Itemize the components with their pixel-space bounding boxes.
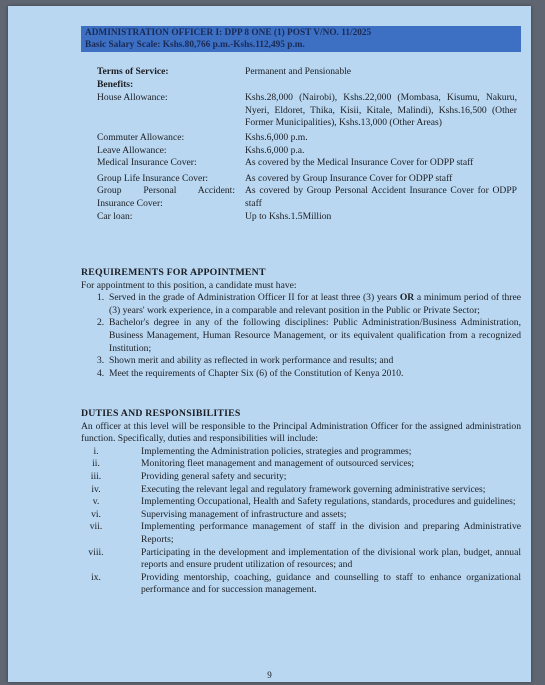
- terms-row: [97, 66, 517, 79]
- terms-key: Terms of Service:: [97, 66, 169, 77]
- terms-value: Kshs.6,000 p.a.: [245, 144, 305, 156]
- terms-key: Leave Allowance:: [97, 144, 167, 156]
- item-text: Supervising management of infrastructure and assets;: [141, 508, 347, 520]
- item-text: Shown merit and ability as reflected in work performance and results; and: [109, 355, 394, 367]
- terms-row: [97, 157, 517, 170]
- duties-heading: DUTIES AND RESPONSIBILITIES: [81, 408, 241, 419]
- benefits-row: [97, 79, 517, 92]
- item-number: 2.: [97, 317, 105, 329]
- item-text: Served in the grade of Administration Officer II for at least three (3) years OR a minimum period of three (3) years' work experience, in a comparable and relevant position in the Public or Private Sector;: [109, 292, 521, 316]
- item-number: 1.: [97, 292, 105, 304]
- terms-value: Kshs.6,000 p.m.: [245, 131, 308, 143]
- terms-row: [97, 132, 517, 145]
- list-item: [81, 446, 521, 459]
- document-page: [8, 6, 531, 682]
- item-text: Bachelor's degree in any of the following disciplines: Public Administration/Business Administration, Business Management, Human Resource Management, or its equivalent qualification from a recognized Institution;: [109, 317, 521, 354]
- item-text: Monitoring fleet management and management of outsourced services;: [141, 458, 415, 470]
- terms-value: As covered by the Medical Insurance Cover for ODPP staff: [245, 157, 474, 169]
- terms-value: Permanent and Pensionable: [245, 66, 352, 77]
- item-text: Meet the requirements of Chapter Six (6) of the Constitution of Kenya 2010.: [109, 367, 404, 379]
- item-number: iv.: [91, 483, 101, 495]
- item-text: Implementing the Administration policies, strategies and programmes;: [141, 445, 412, 457]
- terms-row: [97, 145, 517, 158]
- list-item: [81, 484, 521, 497]
- item-number: vi.: [91, 508, 101, 520]
- list-item: [81, 521, 521, 546]
- terms-key: Car loan:: [97, 210, 133, 222]
- salary-scale: Basic Salary Scale: Kshs.80,766 p.m.-Kshs.112,495 p.m.: [85, 40, 305, 50]
- item-text: Participating in the development and implementation of the divisional work plan, budget, annual reports and ensure prudent utilization of resources; and: [141, 546, 521, 571]
- item-text: Implementing Occupational, Health and Safety regulations, standards, procedures and guidelines;: [141, 496, 516, 508]
- list-item: [81, 509, 521, 522]
- terms-value: Kshs.28,000 (Nairobi), Kshs.22,000 (Mombasa, Kisumu, Nakuru, Nyeri, Eldoret, Thika, Kisii, Kitale, Malindi), Kshs.16,500 (Other Former Municipalities), Kshs.13,000 (Other Areas): [245, 92, 517, 129]
- item-text: Implementing performance management of staff in the division and preparing Administrative Reports;: [141, 521, 521, 545]
- item-number: ii.: [92, 458, 100, 470]
- item-number: vii.: [89, 521, 103, 533]
- terms-row: [97, 185, 517, 210]
- benefits-heading: Benefits:: [97, 78, 134, 90]
- terms-key: House Allowance:: [97, 92, 168, 104]
- list-item: [81, 368, 521, 381]
- terms-value: As covered by Group Personal Accident Insurance Cover for ODPP staff: [245, 185, 517, 209]
- list-item: [81, 292, 521, 317]
- list-item: [81, 458, 521, 471]
- item-text: Providing mentorship, coaching, guidance and counselling to staff to enhance organizational performance and for succession management.: [141, 571, 521, 596]
- terms-row: [97, 211, 517, 224]
- list-item: [81, 355, 521, 368]
- item-number: 3.: [97, 355, 105, 367]
- item-number: 4.: [97, 367, 105, 379]
- terms-key: Commuter Allowance:: [97, 131, 185, 143]
- list-item: [81, 572, 521, 597]
- item-number: ix.: [91, 571, 101, 583]
- duties-intro: An officer at this level will be responsible to the Principal Administration Officer for the assigned administration function. Specifically, duties and responsibilities will include:: [81, 420, 521, 445]
- terms-key: Group Life Insurance Cover:: [97, 172, 209, 184]
- duties-list: [81, 446, 521, 597]
- item-number: i.: [93, 445, 99, 457]
- requirements-heading: REQUIREMENTS FOR APPOINTMENT: [81, 267, 266, 278]
- list-item: [81, 471, 521, 484]
- terms-table: [97, 66, 517, 223]
- emphasis-or: OR: [399, 292, 415, 304]
- item-number: viii.: [88, 546, 104, 558]
- requirements-section: [81, 267, 521, 380]
- terms-key: Medical Insurance Cover:: [97, 157, 197, 169]
- terms-value: As covered by Group Insurance Cover for ODPP staff: [245, 172, 453, 184]
- terms-key: Group Personal Accident: Insurance Cover:: [97, 185, 235, 209]
- post-banner: [81, 26, 521, 52]
- list-item: [81, 317, 521, 355]
- post-title: ADMINISTRATION OFFICER I: DPP 8 ONE (1) POST V/NO. 11/2025: [85, 28, 372, 38]
- terms-row: [97, 92, 517, 130]
- item-text: Providing general safety and security;: [141, 470, 287, 482]
- duties-section: [81, 408, 521, 597]
- list-item: [81, 547, 521, 572]
- item-number: v.: [92, 496, 100, 508]
- page-number: 9: [267, 670, 272, 680]
- list-item: [81, 496, 521, 509]
- item-text: Executing the relevant legal and regulatory framework governing administrative services;: [141, 483, 486, 495]
- terms-row: [97, 173, 517, 186]
- requirements-list: [81, 292, 521, 380]
- requirements-intro: For appointment to this position, a candidate must have:: [81, 279, 297, 291]
- terms-value: Up to Kshs.1.5Million: [245, 210, 332, 222]
- item-number: iii.: [90, 470, 102, 482]
